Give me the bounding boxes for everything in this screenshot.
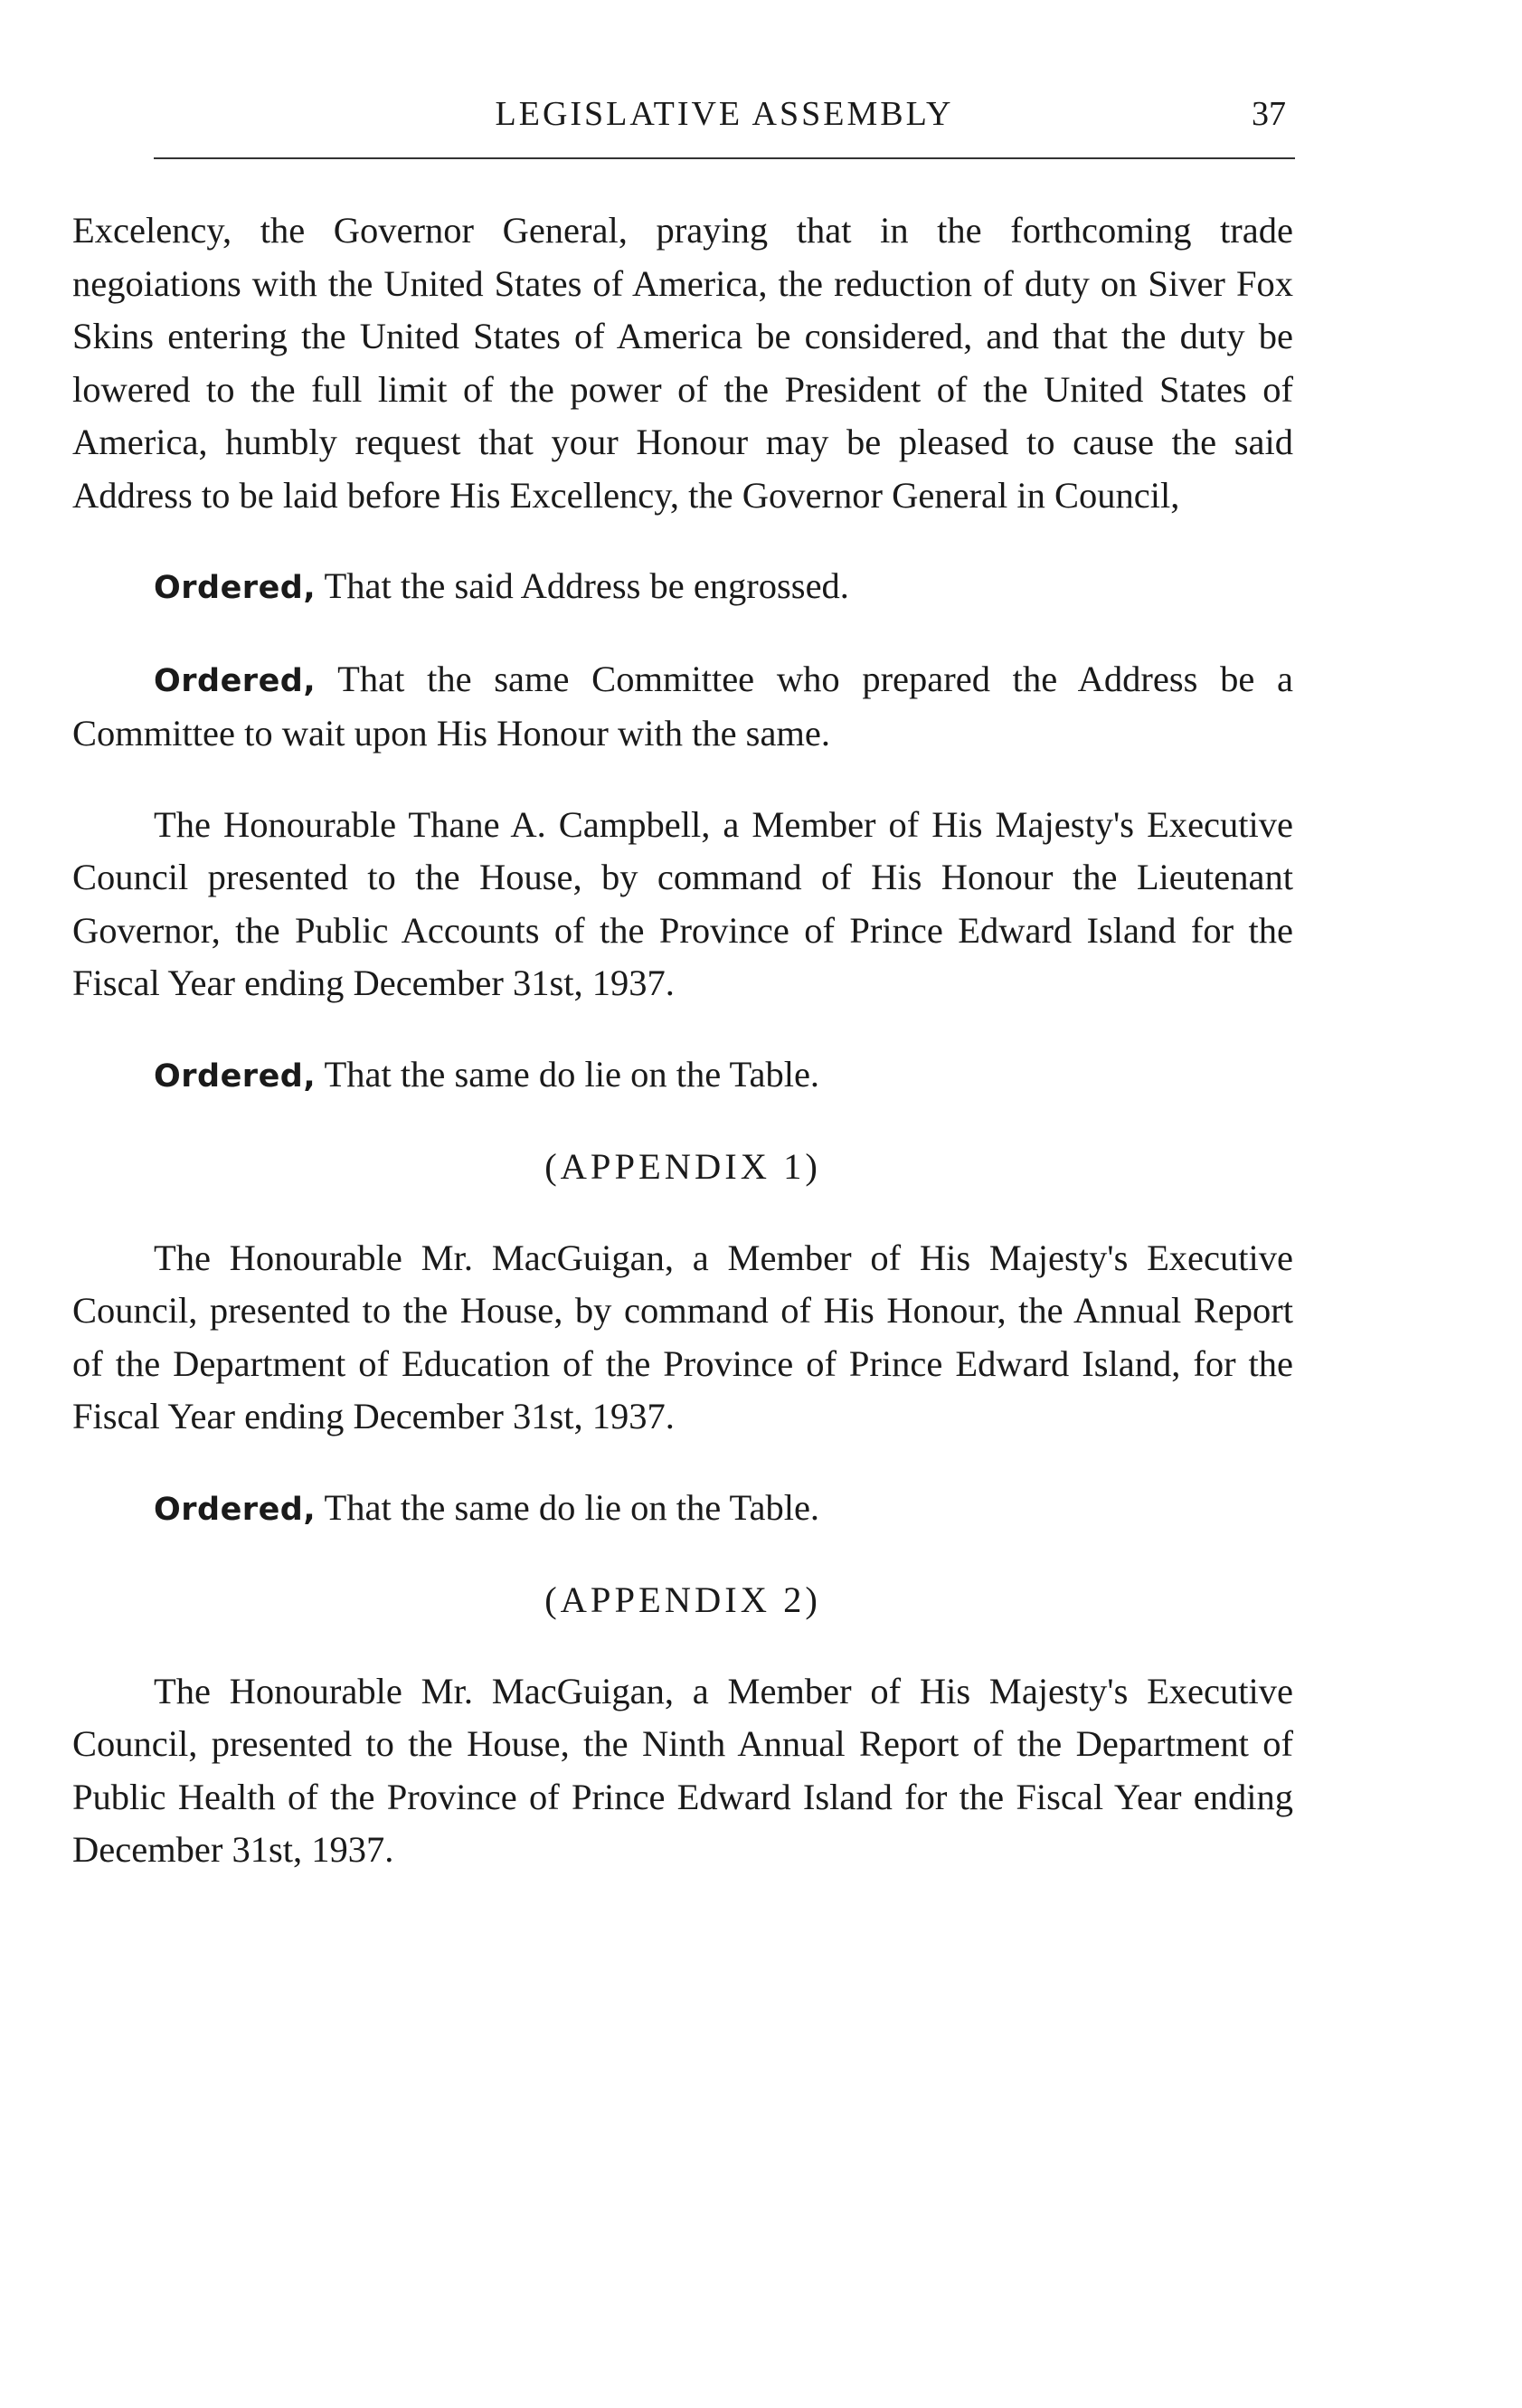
paragraph-education-report: The Honourable Mr. MacGuigan, a Member of His Majesty's Executive Council, presented to the House, by command of His Honour, the Annual Report of the Department of Education of the Province of Prince Edward Island, for the Fiscal Year ending December 31st, 1937. (72, 1237, 1293, 1436)
ordered-label: Ordered, (154, 1491, 317, 1528)
paragraph-ordered-engrossed (72, 560, 1293, 615)
ordered-text: That the same do lie on the Table. (316, 1053, 820, 1095)
ordered-label: Ordered, (154, 662, 317, 699)
paragraph-ordered-table-2 (72, 1482, 1293, 1537)
paragraph-ordered-table-1 (72, 1048, 1293, 1104)
ordered-text: That the said Address be engrossed. (316, 565, 849, 606)
appendix-1-heading: (APPENDIX 1) (544, 1146, 821, 1187)
appendix-2-heading: (APPENDIX 2) (544, 1579, 821, 1620)
page-number: 37 (1252, 95, 1286, 133)
paragraph-health-report: The Honourable Mr. MacGuigan, a Member of His Majesty's Executive Council, presented to the House, the Ninth Annual Report of the Department of Public Health of the Province of Prince Edward Island for the Fiscal Year ending December 31st, 1937. (72, 1670, 1293, 1870)
ordered-label: Ordered, (154, 570, 317, 606)
ordered-text: That the same do lie on the Table. (316, 1486, 820, 1528)
paragraph-address-continuation: Excelency, the Governor General, praying that in the forthcoming trade negoiations with the United States of America, the reduction of duty on Siver Fox Skins entering the United States of America be considered, and that the duty be lowered to the full limit of the power of the President of the United States of America, humbly request that your Honour may be pleased to cause the said Address to be laid before His Excellency, the Governor General in Council, (72, 210, 1293, 516)
running-header (154, 87, 1295, 141)
ordered-label: Ordered, (154, 1057, 317, 1095)
running-title: LEGISLATIVE ASSEMBLY (495, 95, 954, 133)
body-text (72, 204, 1293, 1877)
paragraph-ordered-committee (72, 653, 1293, 761)
ordered-text: That the same Committee who prepared the Address be a Committee to wait upon His Honour with the same. (72, 658, 1293, 754)
paragraph-public-accounts: The Honourable Thane A. Campbell, a Member of His Majesty's Executive Council presented to the House, by command of His Honour the Lieutenant Governor, the Public Accounts of the Province of Prince Edward Island for the Fiscal Year ending December 31st, 1937. (72, 803, 1293, 1003)
header-rule (154, 157, 1295, 159)
